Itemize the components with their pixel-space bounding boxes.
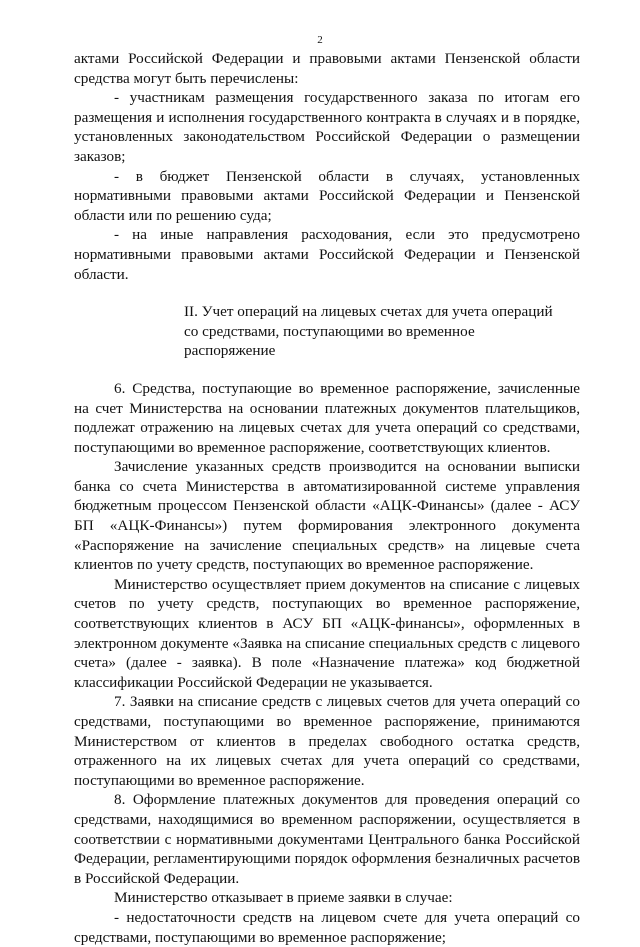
- page-number: 2: [317, 34, 323, 46]
- paragraph-8: 8. Оформление платежных документов для проведения операций со средствами, находящимися во временном распоряжении, осуществляется в соответствии с нормативными документами Центрального банка Российской Федерации, регламентирующими порядок оформления безналичных расчетов в Российской Федерации.: [74, 791, 580, 887]
- paragraph-ministry-accepts: Министерство осуществляет прием документов на списание с лицевых счетов по учету средств, поступающих во временное распоряжение, соответствующих клиентов в АСУ БП «АЦК-финансы», оформленных в электронном документе «Заявка на списание специальных средств с лицевого счета» (далее - заявка). В поле «Назначение платежа» код бюджетной классификации Российской Федерации не указывается.: [74, 575, 580, 691]
- paragraph-7: 7. Заявки на списание средств с лицевых счетов для учета операций со средствами, поступающими во временное распоряжение, принимаются Министерством от клиентов в пределах свободного остатка средств, отраженного на их лицевых счетах для учета операций со средствами, поступающими во временное распоряжение.: [74, 693, 580, 789]
- list-item-budget: - в бюджет Пензенской области в случаях, установленных нормативными правовыми актами Российской Федерации и Пензенской области или по решению суда;: [74, 167, 580, 224]
- paragraph-6: 6. Средства, поступающие во временное распоряжение, зачисленные на счет Министерства на основании платежных документов плательщиков, подлежат отражению на лицевых счетах для учета операций со средствами, поступающими во временное распоряжение, соответствующих клиентов.: [74, 379, 580, 456]
- paragraph-refusal: Министерство отказывает в приеме заявки в случае:: [114, 889, 453, 907]
- section-heading: II. Учет операций на лицевых счетах для учета операций со средствами, поступающими во временное распоряжение: [184, 303, 553, 360]
- paragraph-crediting: Зачисление указанных средств производится на основании выписки банка со счета Министерства в автоматизированной системе управления бюджетным процессом Пензенской области «АЦК-Финансы» (далее - АСУ БП «АЦК-Финансы») путем формирования электронного документа «Распоряжение на зачисление специальных средств» на лицевые счета клиентов по учету средств, поступающих во временное распоряжение.: [74, 458, 580, 574]
- document-body: [74, 49, 580, 947]
- list-item-other-directions: - на иные направления расходования, если это предусмотрено нормативными правовыми актами Российской Федерации и Пензенской области.: [74, 226, 580, 283]
- list-item-insufficient-funds: - недостаточности средств на лицевом счете для учета операций со средствами, поступающими во временное распоряжение;: [74, 908, 580, 946]
- paragraph-continuation: актами Российской Федерации и правовыми актами Пензенской области средства могут быть перечислены:: [74, 50, 580, 87]
- list-item-participants: - участникам размещения государственного заказа по итогам его размещения и исполнения государственного контракта в случаях и в порядке, установленных законодательством Российской Федерации о размещении заказов;: [74, 89, 580, 165]
